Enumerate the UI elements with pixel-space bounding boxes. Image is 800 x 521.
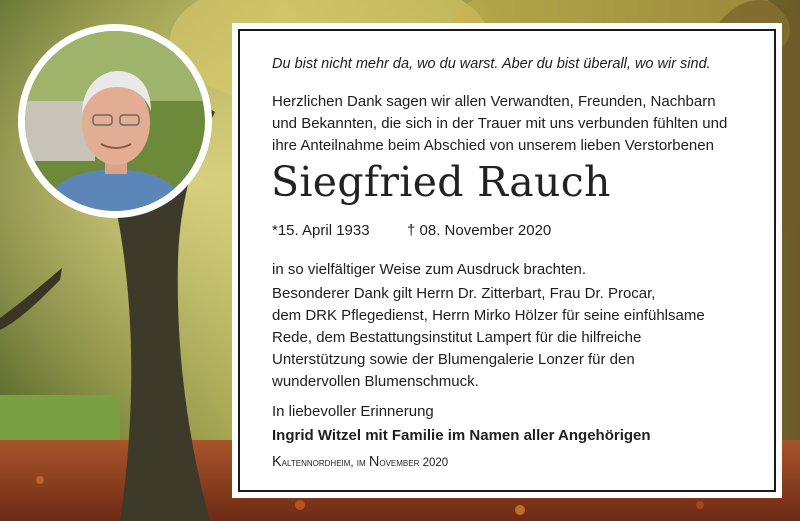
body-line: wundervollen Blumenschmuck. bbox=[272, 373, 479, 390]
place-and-date bbox=[272, 451, 448, 474]
intro-line: und Bekannten, die sich in der Trauer mit uns verbunden fühlten und bbox=[272, 115, 728, 132]
body-line: dem DRK Pflegedienst, Herrn Mirko Hölzer für seine einfühlsame bbox=[272, 307, 705, 324]
card-border bbox=[238, 29, 776, 492]
deceased-name: Siegfried Rauch bbox=[271, 158, 611, 206]
obituary-card bbox=[232, 23, 782, 498]
signatories: Ingrid Witzel mit Familie im Namen aller Angehörigen bbox=[272, 427, 651, 444]
body-line: Besonderer Dank gilt Herrn Dr. Zitterbart, Frau Dr. Procar, bbox=[272, 285, 656, 302]
place-initial: K bbox=[272, 454, 282, 470]
death-date: † 08. November 2020 bbox=[407, 222, 552, 239]
month-initial: N bbox=[368, 454, 380, 470]
place-rest: altennordheim, im bbox=[281, 457, 369, 469]
intro-line: ihre Anteilnahme beim Abschied von unserem lieben Verstorbenen bbox=[272, 137, 714, 154]
body-line: Rede, dem Bestattungsinstitut Lampert für die hilfreiche bbox=[272, 329, 642, 346]
portrait-photo bbox=[25, 31, 205, 211]
closing-phrase: In liebevoller Erinnerung bbox=[272, 403, 434, 420]
body-line: Unterstützung sowie der Blumengalerie Lonzer für den bbox=[272, 351, 635, 368]
body-line: in so vielfältiger Weise zum Ausdruck brachten. bbox=[272, 261, 587, 278]
birth-date: *15. April 1933 bbox=[272, 222, 370, 239]
intro-line: Herzlichen Dank sagen wir allen Verwandten, Freunden, Nachbarn bbox=[272, 93, 716, 110]
memorial-quote: Du bist nicht mehr da, wo du warst. Aber du bist überall, wo wir sind. bbox=[272, 56, 711, 72]
month-rest: ovember 2020 bbox=[379, 457, 449, 469]
